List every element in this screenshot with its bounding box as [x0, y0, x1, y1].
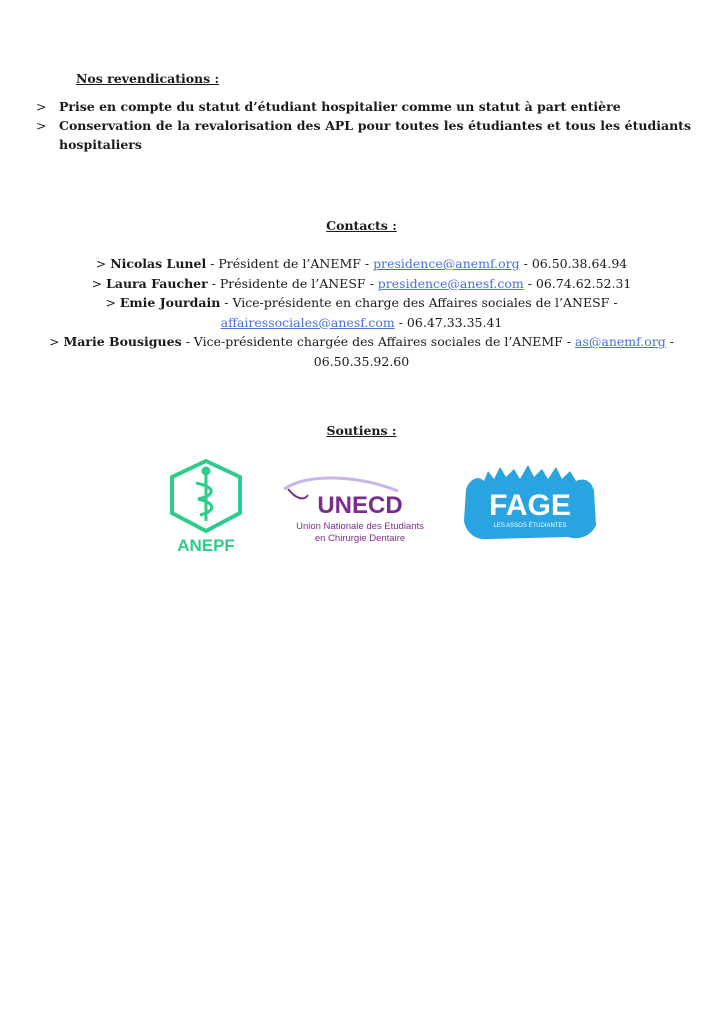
demand-item: [36, 116, 691, 154]
supports-heading: Soutiens :: [326, 423, 397, 438]
contact-item: [30, 254, 693, 274]
contact-email-link[interactable]: presidence@anesf.com: [377, 275, 524, 291]
fage-wordmark: FAGE: [489, 489, 571, 522]
anepf-wordmark: ANEPF: [177, 536, 235, 555]
bullet-marker: >: [36, 99, 47, 114]
contact-prefix: >: [48, 334, 64, 349]
contact-email-link[interactable]: affairessociales@anesf.com: [220, 314, 395, 330]
contact-role: - Vice-présidente en charge des Affaires sociales de l’ANESF -: [220, 295, 618, 310]
unecd-logo: [278, 475, 443, 550]
demand-item: [36, 97, 691, 116]
contact-name: Nicolas Lunel: [110, 256, 207, 271]
unecd-wordmark: UNECD: [317, 492, 403, 519]
contacts-heading: Contacts :: [326, 218, 397, 233]
contact-email-link[interactable]: presidence@anemf.org: [373, 256, 520, 271]
fage-logo: [460, 465, 600, 545]
contact-email-link[interactable]: as@anemf.org: [575, 334, 666, 349]
anepf-logo: [160, 455, 252, 555]
contact-phone: - 06.50.38.64.94: [519, 256, 628, 271]
contact-prefix: >: [91, 275, 107, 291]
demand-text: Prise en compte du statut d’étudiant hospitalier comme un statut à part entière: [59, 99, 621, 114]
contacts-list: [30, 254, 693, 371]
contact-phone: - 06.47.33.35.41: [394, 314, 503, 330]
demand-text: Conservation de la revalorisation des APL pour toutes les étudiantes et tous les étudiants hospitaliers: [59, 118, 691, 152]
contact-role: - Présidente de l’ANESF -: [207, 275, 378, 291]
contact-name: Emie Jourdain: [119, 295, 221, 310]
unecd-swoosh-icon: [284, 478, 398, 491]
caduceus-icon: [196, 468, 212, 521]
fage-tagline: LES ASSOS ÉTUDIANTES: [493, 523, 567, 529]
demands-list: [36, 97, 691, 154]
unecd-subtitle-1: Union Nationale des Etudiants: [296, 521, 424, 532]
unecd-subtitle-2: en Chirurgie Dentaire: [314, 533, 406, 544]
contact-prefix: >: [95, 256, 111, 271]
contact-prefix: >: [105, 295, 120, 310]
contact-phone: - 06.74.62.52.31: [523, 275, 632, 291]
contact-item: [30, 274, 693, 294]
contact-name: Marie Bousigues: [63, 334, 182, 349]
support-logos: [0, 455, 723, 560]
contact-role: - Vice-présidente chargée des Affaires sociales de l’ANEMF -: [181, 334, 576, 349]
contact-name: Laura Faucher: [106, 275, 208, 291]
bullet-marker: >: [36, 118, 47, 133]
demands-heading: Nos revendications :: [76, 71, 220, 86]
contact-item: [30, 332, 693, 371]
contact-phone: - 06.50.35.92.60: [313, 334, 675, 369]
contact-role: - Président de l’ANEMF -: [206, 256, 374, 271]
contact-item: [30, 293, 693, 332]
